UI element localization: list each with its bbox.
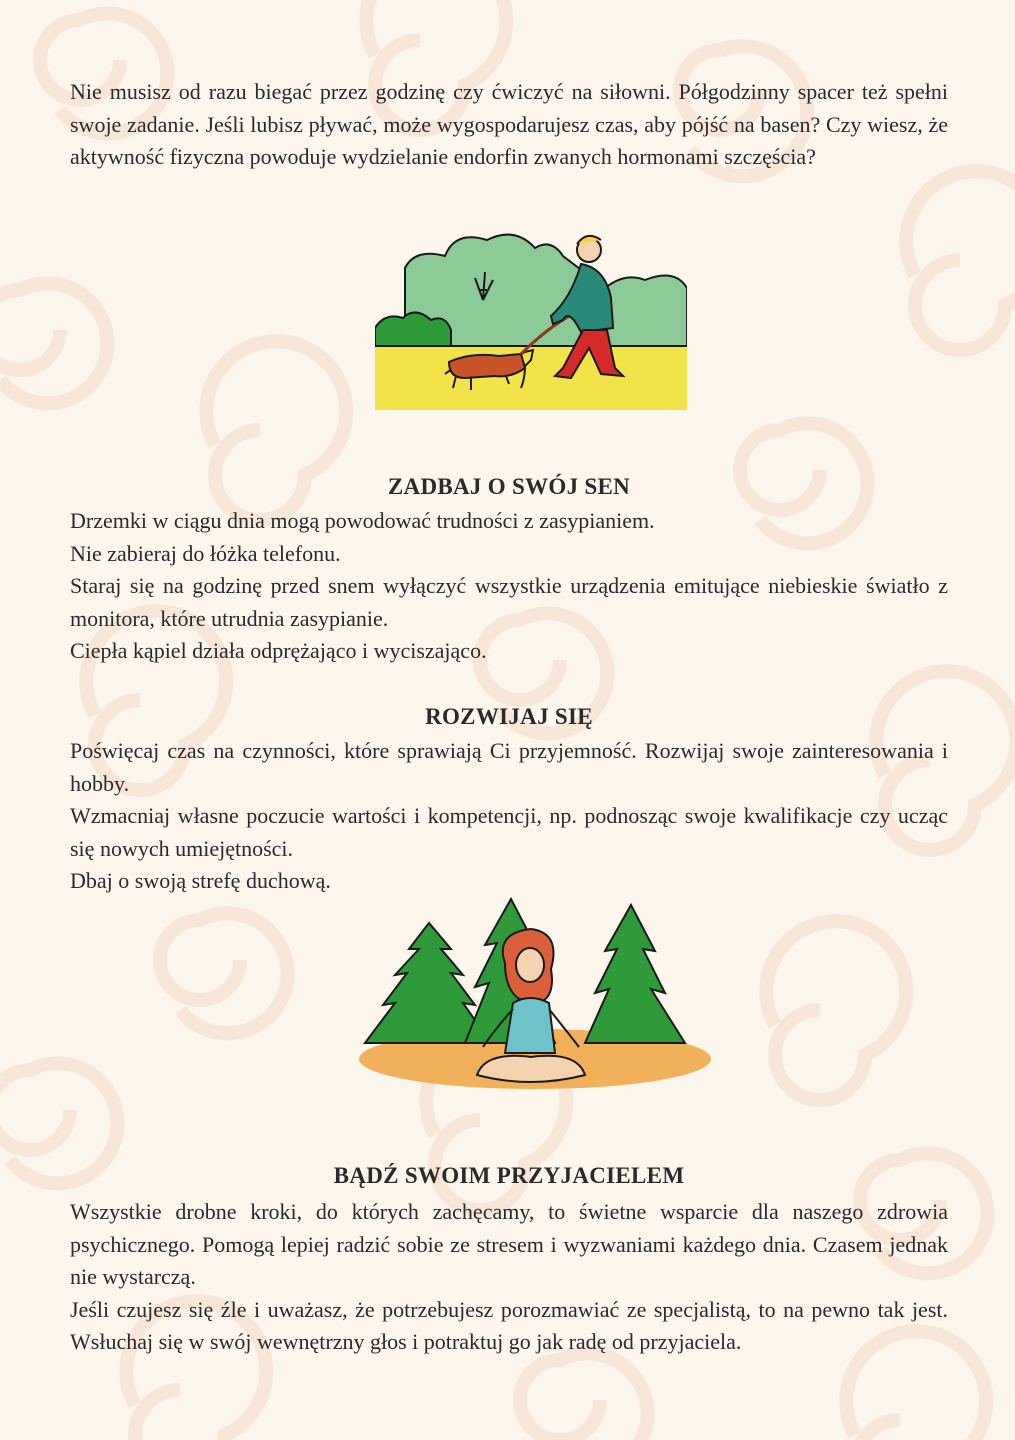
develop-section-body bbox=[70, 735, 948, 898]
sleep-line: Drzemki w ciągu dnia mogą powodować trudności z zasypianiem. bbox=[70, 508, 655, 533]
develop-line: Wzmacniaj własne poczucie wartości i kompetencji, np. podnosząc swoje kwalifikacje czy ucząc się nowych umiejętności. bbox=[70, 803, 948, 861]
sleep-section-body bbox=[70, 505, 948, 668]
walking-with-dog-illustration bbox=[375, 228, 687, 410]
sleep-line: Staraj się na godzinę przed snem wyłączyć wszystkie urządzenia emitujące niebieskie światło z monitora, które utrudnia zasypianie. bbox=[70, 573, 948, 631]
meditation-in-forest-illustration bbox=[355, 893, 713, 1091]
develop-line: Dbaj o swoją strefę duchową. bbox=[70, 868, 331, 893]
friend-section-body bbox=[70, 1196, 948, 1359]
friend-line: Jeśli czujesz się źle i uważasz, że potrzebujesz porozmawiać ze specjalistą, to na pewno tak jest. Wsłuchaj się w swój wewnętrzny głos i potraktuj go jak radę od przyjaciela. bbox=[70, 1296, 948, 1354]
develop-line: Poświęcaj czas na czynności, które sprawiają Ci przyjemność. Rozwijaj swoje zainteresowania i hobby. bbox=[70, 738, 948, 796]
sleep-line: Ciepła kąpiel działa odprężająco i wyciszająco. bbox=[70, 638, 487, 663]
section-heading-develop: ROZWIJAJ SIĘ bbox=[425, 704, 593, 729]
section-heading-sleep: ZADBAJ O SWÓJ SEN bbox=[387, 474, 631, 499]
intro-paragraph: Nie musisz od razu biegać przez godzinę czy ćwiczyć na siłowni. Półgodzinny spacer też spełni swoje zadanie. Jeśli lubisz pływać, może wygospodarujesz czas, aby pójść na basen? Czy wiesz, że aktywność fizyczna powoduje wydzielanie endorfin zwanych hormonami szczęścia? bbox=[70, 79, 948, 169]
section-heading-friend: BĄDŹ SWOIM PRZYJACIELEM bbox=[333, 1163, 685, 1188]
sleep-line: Nie zabieraj do łóżka telefonu. bbox=[70, 540, 341, 566]
friend-line: Wszystkie drobne kroki, do których zachęcamy, to świetne wsparcie dla naszego zdrowia psychicznego. Pomogą lepiej radzić sobie ze stresem i wyzwaniami każdego dnia. Czasem jednak nie wystarczą. bbox=[70, 1199, 948, 1289]
